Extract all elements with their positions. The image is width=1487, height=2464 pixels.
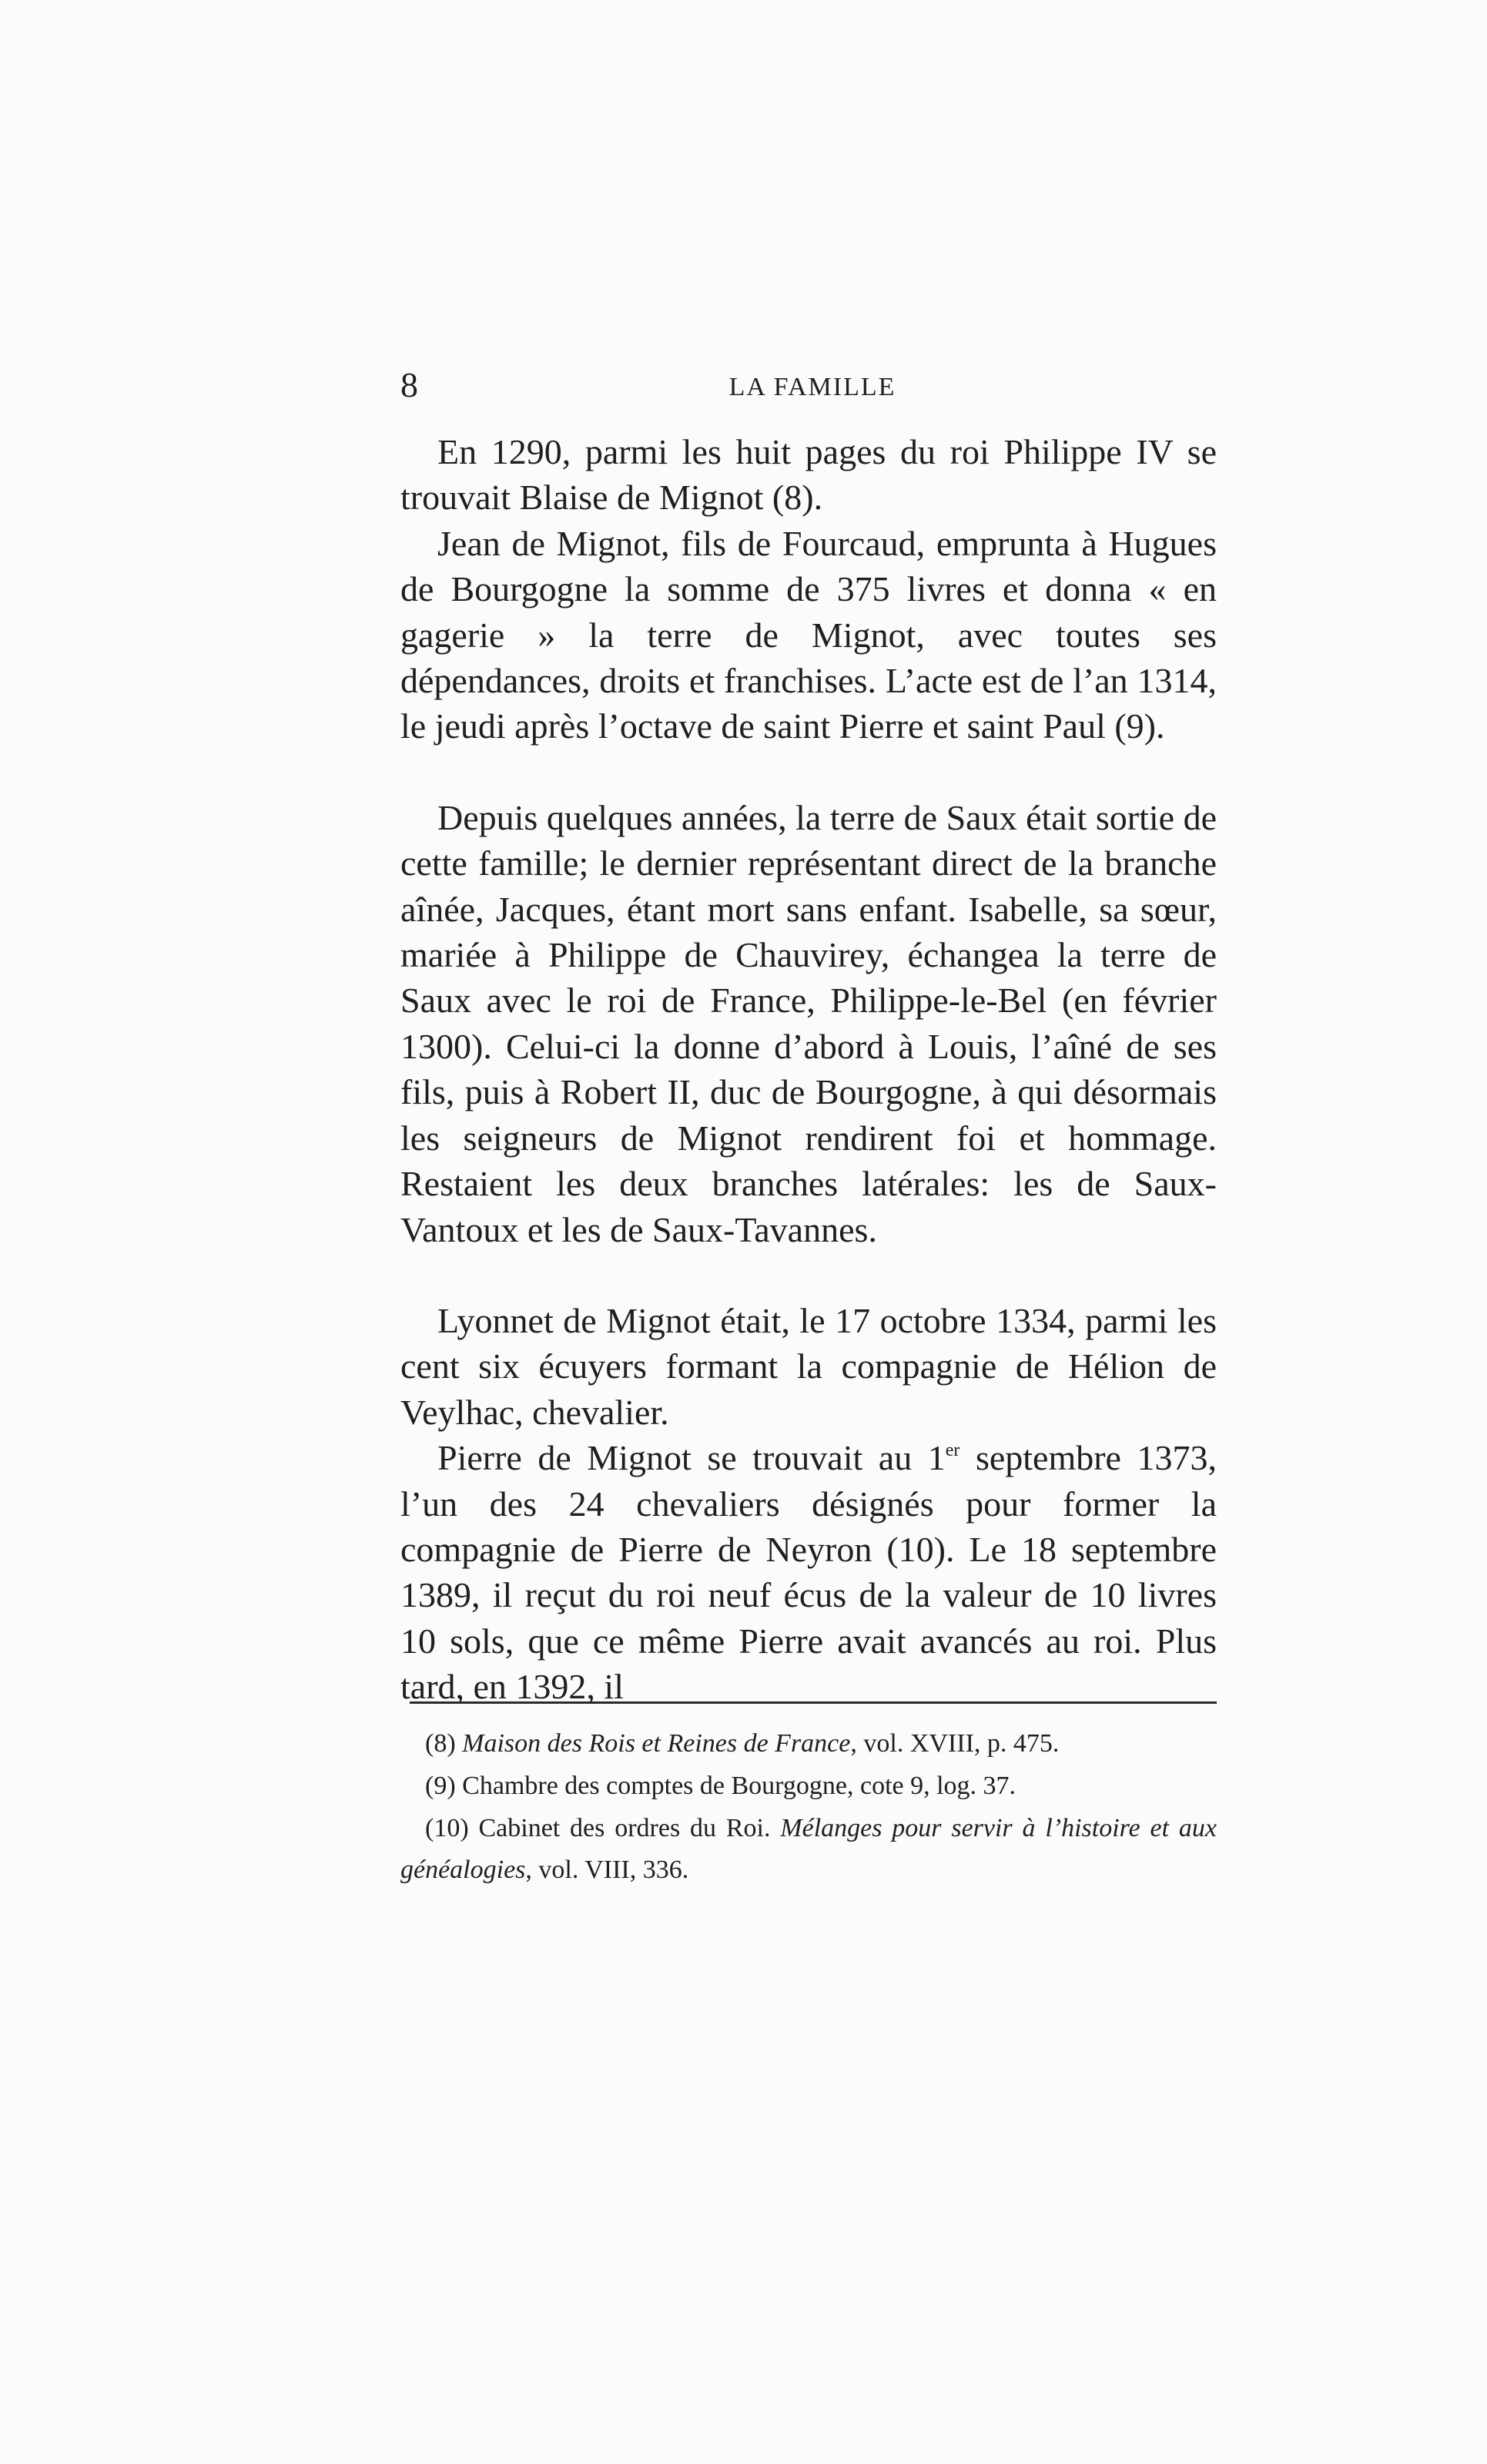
paragraph-5-start: Pierre de Mignot se trouvait au 1 [437, 1438, 946, 1478]
paragraph-5-rest: septembre 1373, l’un des 24 chevaliers désignés pour former la compagnie de Pierre de Neyron (10). Le 18 septembre 1389, il reçut du roi neuf écus de la valeur de 10 livres 10 sols, que ce même Pierre avait avancés au roi. Plus tard, en 1392, il [400, 1438, 1217, 1707]
paragraph-4: Lyonnet de Mignot était, le 17 octobre 1334, parmi les cent six écuyers formant la compagnie de Hélion de Veylhac, chevalier. [400, 1300, 1217, 1432]
footnote-text: Cabinet des ordres du Roi. [478, 1813, 781, 1842]
body-text [400, 429, 1217, 1710]
page-header [400, 362, 1224, 416]
paragraph-5 [400, 1435, 1217, 1709]
footnotes [400, 1723, 1217, 1892]
footnote-mark: (8) [425, 1729, 463, 1758]
footnote-mark: (10) [425, 1813, 479, 1842]
paragraph-2: Jean de Mignot, fils de Fourcaud, emprunta à Hugues de Bourgogne la somme de 375 livres et donna « en gagerie » la terre de Mignot, avec toutes ses dépendances, droits et franchises. L’acte est de l’an 1314, le jeudi après l’octave de saint Pierre et saint Paul (9). [400, 523, 1217, 746]
page-number: 8 [400, 365, 418, 404]
footnote-rest: , vol. VIII, 336. [525, 1856, 689, 1885]
footnote-rest: , vol. XVIII, p. 475. [850, 1729, 1060, 1758]
footnote-mark: (9) [425, 1771, 463, 1800]
footnote-text: Chambre des comptes de Bourgogne, cote 9, log. 37. [462, 1771, 1016, 1800]
footnote-title: Maison des Rois et Reines de France [462, 1729, 851, 1758]
ordinal-superscript: er [945, 1440, 960, 1461]
footnote-9 [400, 1765, 1217, 1808]
footnote-rule [410, 1701, 1217, 1704]
footnote-10 [400, 1808, 1217, 1892]
footnote-title: Mélanges pour servir à l’histoire et aux généalogies [400, 1813, 1217, 1885]
running-head: LA FAMILLE [728, 373, 896, 401]
footnote-8 [400, 1723, 1217, 1765]
paragraph-3: Depuis quelques années, la terre de Saux était sortie de cette famille; le dernier représentant direct de la branche aînée, Jacques, étant mort sans enfant. Isabelle, sa sœur, mariée à Philippe de Chauvirey, échangea la terre de Saux avec le roi de France, Philippe-le-Bel (en février 1300). Celui-ci la donne d’abord à Louis, l’aîné de ses fils, puis à Robert II, duc de Bourgogne, à qui désormais les seigneurs de Mignot rendirent foi et hommage. Restaient les deux branches latérales: les de Saux-Vantoux et les de Saux-Tavannes. [400, 797, 1217, 1249]
paragraph-1: En 1290, parmi les huit pages du roi Philippe IV se trouvait Blaise de Mignot (8). [400, 432, 1217, 518]
